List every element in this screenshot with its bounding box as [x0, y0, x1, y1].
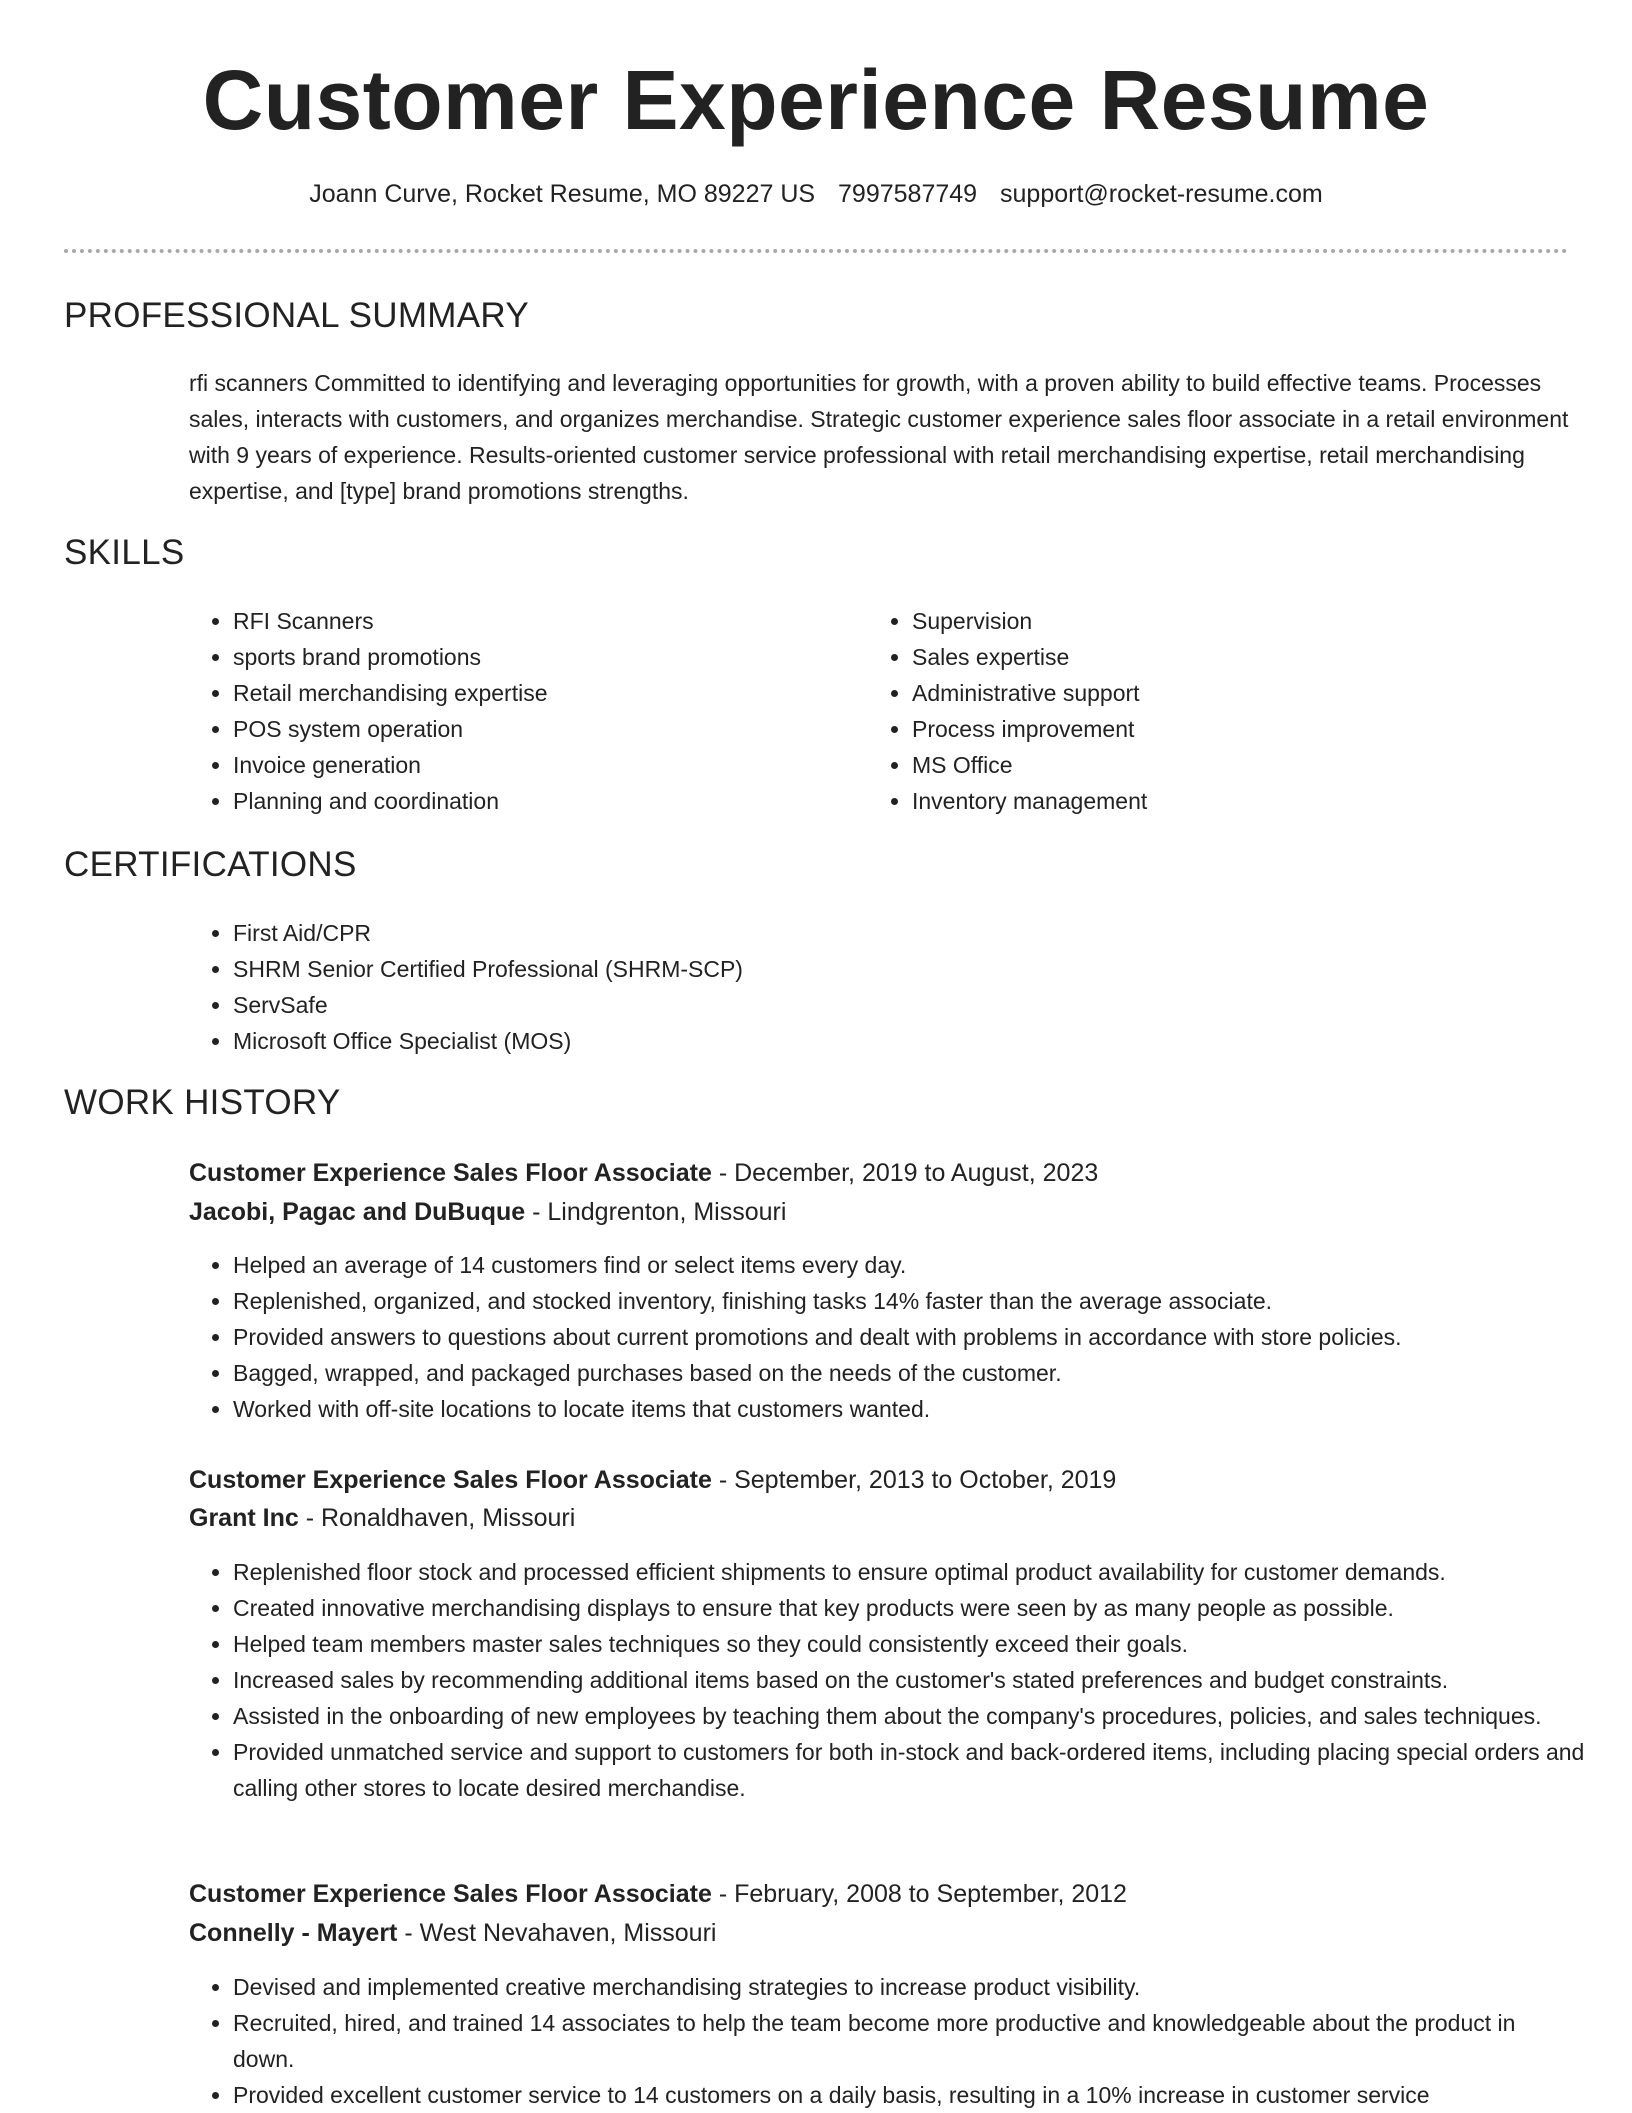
- list-item: • Created innovative merchandising displays to ensure that key products were seen by as many people as possible.: [233, 1590, 1613, 1626]
- list-item: • Invoice generation: [233, 747, 853, 783]
- job-bullets: [189, 1554, 1613, 1806]
- summary-heading: PROFESSIONAL SUMMARY: [64, 296, 529, 335]
- list-item: • Inventory management: [912, 783, 1532, 819]
- list-item: • POS system operation: [233, 711, 853, 747]
- list-item: • Microsoft Office Specialist (MOS): [233, 1023, 1533, 1059]
- job-bullets: [189, 1247, 1593, 1427]
- contact-address: Joann Curve, Rocket Resume, MO 89227 US: [309, 180, 816, 208]
- company-name: Grant Inc: [189, 1504, 299, 1532]
- job-dates: - December, 2019 to August, 2023: [711, 1159, 1099, 1187]
- summary-text: rfi scanners Committed to identifying and leveraging opportunities for growth, with a proven ability to build effective teams. Processes sales, interacts with customers, and organizes merchandise. Strategic customer experience sales floor associate in a retail environment with 9 years of experience. Results-oriented customer service professional with retail merchandising expertise, retail merchandising expertise, and [type] brand promotions strengths.: [189, 370, 1569, 504]
- job-title-line: [189, 1155, 1098, 1191]
- contact-email: support@rocket-resume.com: [1000, 180, 1323, 208]
- list-item: • Provided unmatched service and support to customers for both in-stock and back-ordered items, including placing special orders and calling other stores to locate desired merchandise.: [233, 1734, 1613, 1806]
- contact-line: [0, 180, 1632, 209]
- list-item: • Helped team members master sales techniques so they could consistently exceed their goals.: [233, 1626, 1613, 1662]
- job-bullets: [189, 1969, 1573, 2113]
- list-item: • Devised and implemented creative merchandising strategies to increase product visibility.: [233, 1969, 1573, 2005]
- list-item: • ServSafe: [233, 987, 1533, 1023]
- list-item: • Increased sales by recommending additional items based on the customer's stated preferences and budget constraints.: [233, 1662, 1613, 1698]
- list-item: • SHRM Senior Certified Professional (SHRM-SCP): [233, 951, 1533, 987]
- company-name: Connelly - Mayert: [189, 1919, 398, 1947]
- list-item: • Replenished floor stock and processed efficient shipments to ensure optimal product availability for customer demands.: [233, 1554, 1613, 1590]
- list-item: • Sales expertise: [912, 639, 1532, 675]
- contact-phone: 7997587749: [838, 180, 978, 208]
- company-line: [189, 1915, 716, 1951]
- list-item: • Process improvement: [912, 711, 1532, 747]
- list-item: • Replenished, organized, and stocked inventory, finishing tasks 14% faster than the average associate.: [233, 1283, 1593, 1319]
- list-item: • Bagged, wrapped, and packaged purchases based on the needs of the customer.: [233, 1355, 1593, 1391]
- list-item: • First Aid/CPR: [233, 915, 1533, 951]
- job-title: Customer Experience Sales Floor Associate: [189, 1159, 712, 1187]
- skills-heading: SKILLS: [64, 533, 185, 572]
- list-item: • Recruited, hired, and trained 14 associates to help the team become more productive and knowledgeable about the product in down.: [233, 2005, 1573, 2077]
- company-name: Jacobi, Pagac and DuBuque: [189, 1198, 526, 1226]
- list-item: • Helped an average of 14 customers find or select items every day.: [233, 1247, 1593, 1283]
- resume-title: Customer Experience Resume: [202, 53, 1430, 147]
- list-item: • Retail merchandising expertise: [233, 675, 853, 711]
- list-item: • MS Office: [912, 747, 1532, 783]
- job-dates: - September, 2013 to October, 2019: [711, 1466, 1117, 1494]
- company-location: - West Nevahaven, Missouri: [397, 1919, 717, 1947]
- job-title: Customer Experience Sales Floor Associate: [189, 1466, 712, 1494]
- work-history-heading: WORK HISTORY: [64, 1083, 341, 1122]
- job-title: Customer Experience Sales Floor Associate: [189, 1880, 712, 1908]
- list-item: • Assisted in the onboarding of new employees by teaching them about the company's procedures, policies, and sales techniques.: [233, 1698, 1613, 1734]
- list-item: • Provided excellent customer service to 14 customers on a daily basis, resulting in a 10% increase in customer service: [233, 2077, 1573, 2113]
- header-divider: [64, 249, 1568, 253]
- skills-list-left: [189, 603, 853, 819]
- list-item: • Supervision: [912, 603, 1532, 639]
- company-line: [189, 1500, 575, 1536]
- certifications-heading: CERTIFICATIONS: [64, 845, 357, 884]
- company-location: - Ronaldhaven, Missouri: [298, 1504, 576, 1532]
- list-item: • Worked with off-site locations to locate items that customers wanted.: [233, 1391, 1593, 1427]
- list-item: • Planning and coordination: [233, 783, 853, 819]
- company-location: - Lindgrenton, Missouri: [525, 1198, 787, 1226]
- skills-list-right: [868, 603, 1532, 819]
- company-line: [189, 1194, 786, 1230]
- job-title-line: [189, 1876, 1127, 1912]
- job-title-line: [189, 1462, 1116, 1498]
- list-item: • Provided answers to questions about current promotions and dealt with problems in accordance with store policies.: [233, 1319, 1593, 1355]
- list-item: • RFI Scanners: [233, 603, 853, 639]
- list-item: • sports brand promotions: [233, 639, 853, 675]
- job-dates: - February, 2008 to September, 2012: [711, 1880, 1127, 1908]
- list-item: • Administrative support: [912, 675, 1532, 711]
- certifications-list: [189, 915, 1533, 1059]
